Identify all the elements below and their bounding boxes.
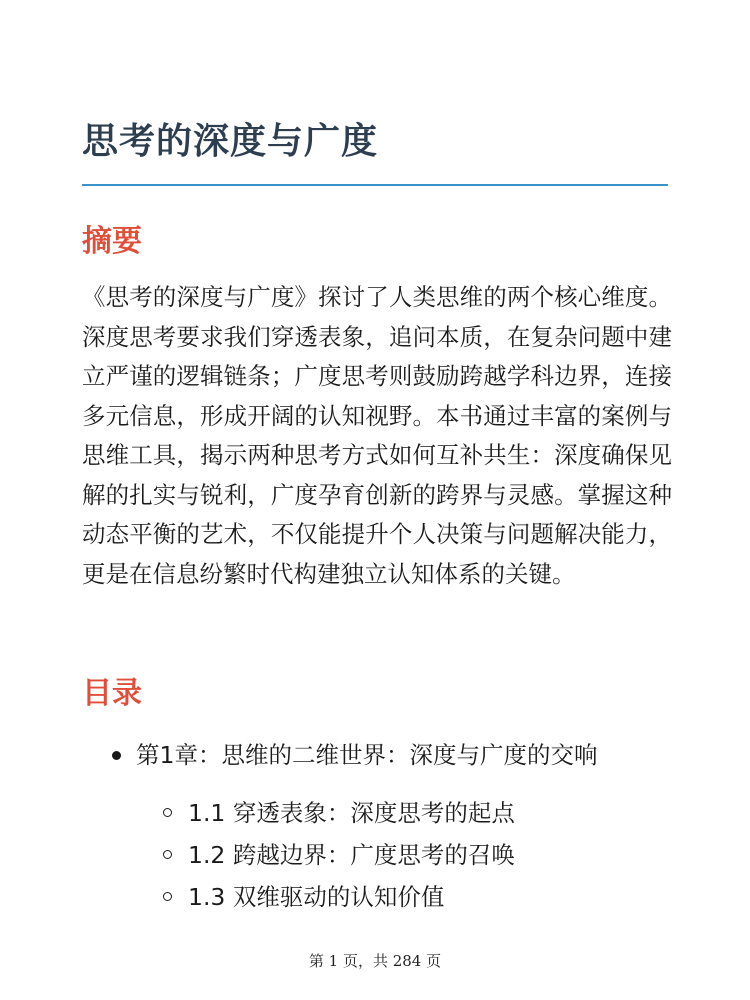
disc-bullet-icon: [112, 751, 121, 760]
toc-section-1-2: [162, 834, 515, 876]
toc-section-1-3: [162, 876, 515, 918]
toc-heading: 目录: [82, 676, 142, 711]
toc-section-1-1: [162, 792, 515, 834]
toc-section-label: 1.2 跨越边界：广度思考的召唤: [188, 841, 515, 869]
toc-section-list: [162, 792, 515, 918]
toc-chapter-label: 第1章：思维的二维世界：深度与广度的交响: [136, 741, 598, 769]
toc-list: [110, 735, 710, 911]
title-divider: [82, 184, 668, 186]
abstract-heading: 摘要: [82, 224, 142, 259]
page-number-footer: 第 1 页，共 284 页: [308, 952, 442, 970]
abstract-paragraph: 《思考的深度与广度》探讨了人类思维的两个核心维度。深度思考要求我们穿透表象，追问本质，在复杂问题中建立严谨的逻辑链条；广度思考则鼓励跨越学科边界，连接多元信息，形成开阔的认知视野。本书通过丰富的案例与思维工具，揭示两种思考方式如何互补共生：深度确保见解的扎实与锐利，广度孕育创新的跨界与灵感。掌握这种动态平衡的艺术，不仅能提升个人决策与问题解决能力，更是在信息纷繁时代构建独立认知体系的关键。: [82, 283, 672, 588]
toc-section-label: 1.1 穿透表象：深度思考的起点: [188, 799, 515, 827]
circle-bullet-icon: [163, 850, 172, 859]
document-title: 思考的深度与广度: [82, 121, 379, 162]
toc-chapter-1: [110, 735, 710, 911]
toc-section-label: 1.3 双维驱动的认知价值: [188, 883, 445, 911]
circle-bullet-icon: [163, 808, 172, 817]
circle-bullet-icon: [163, 892, 172, 901]
